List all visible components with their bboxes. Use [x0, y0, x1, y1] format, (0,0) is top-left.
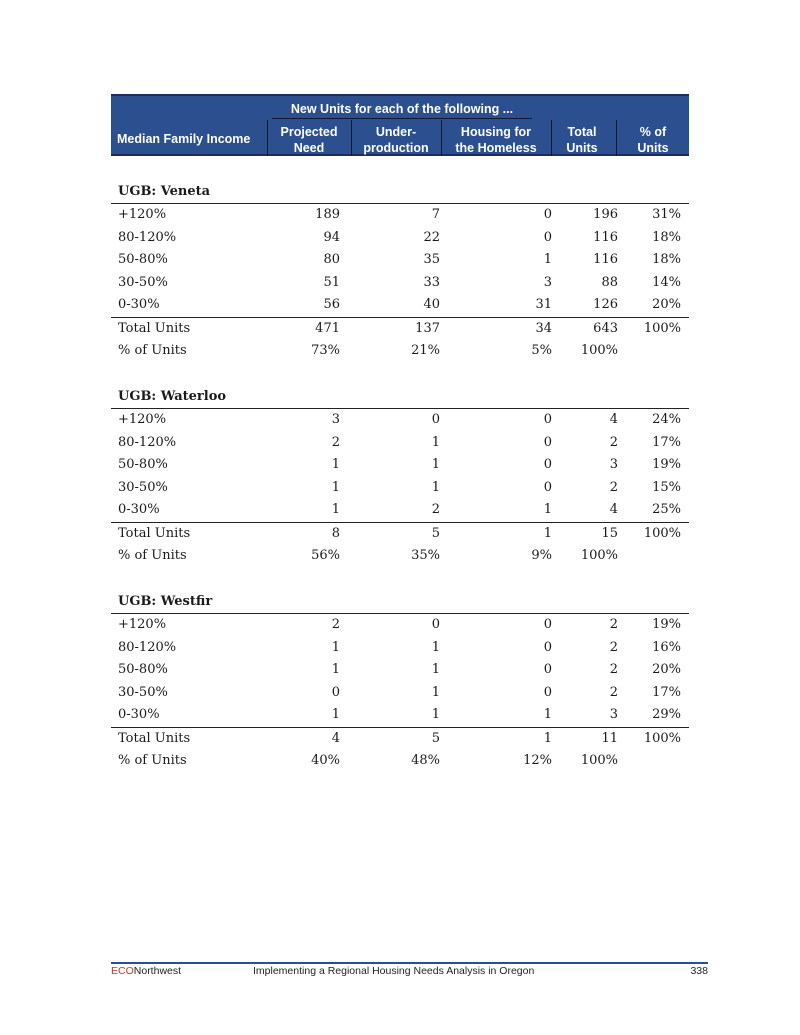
cell-income-band: 30-50%	[118, 274, 168, 290]
cell-total-units: 2	[609, 434, 618, 450]
cell-total-units: 126	[593, 297, 618, 312]
cell-underproduction: 1	[431, 639, 440, 655]
cell-underproduction: 1	[431, 457, 440, 472]
table-row	[111, 682, 689, 705]
total-row	[111, 727, 689, 751]
table-row	[111, 614, 689, 637]
cell-income-band: Total Units	[118, 730, 191, 746]
cell-projected-need: 3	[331, 412, 340, 427]
cell-housing-homeless: 12%	[523, 753, 552, 768]
cell-projected-need: 1	[331, 457, 340, 472]
cell-total-units: 2	[609, 617, 618, 632]
cell-underproduction: 5	[431, 730, 440, 746]
cell-total-units: 100%	[580, 548, 618, 563]
section-title: UGB: Westfir	[111, 591, 689, 614]
cell-total-units: 100%	[580, 753, 618, 768]
header-divider	[616, 120, 617, 156]
cell-total-units: 116	[593, 252, 618, 267]
header-under-line1: Under-	[375, 125, 417, 139]
cell-housing-homeless: 31	[535, 297, 552, 312]
cell-total-units: 15	[601, 525, 618, 541]
header-pct-line2: Units	[637, 141, 669, 155]
cell-pct-units: 17%	[652, 434, 681, 450]
cell-projected-need: 80	[323, 252, 340, 267]
header-divider	[267, 120, 268, 156]
header-projected-line2: Need	[293, 141, 325, 155]
cell-underproduction: 1	[431, 434, 440, 450]
cell-underproduction: 35	[423, 252, 440, 267]
cell-pct-units: 19%	[652, 457, 681, 472]
header-divider	[351, 120, 352, 156]
cell-projected-need: 73%	[311, 343, 340, 358]
cell-underproduction: 1	[431, 707, 440, 722]
cell-pct-units: 29%	[652, 707, 681, 722]
cell-total-units: 100%	[580, 343, 618, 358]
cell-projected-need: 56%	[311, 548, 340, 563]
table-row	[111, 249, 689, 272]
cell-pct-units: 18%	[652, 252, 681, 267]
cell-total-units: 2	[609, 684, 618, 700]
cell-total-units: 196	[593, 207, 618, 222]
cell-projected-need: 56	[323, 297, 340, 312]
cell-pct-units: 25%	[652, 502, 681, 517]
cell-housing-homeless: 0	[543, 639, 552, 655]
cell-underproduction: 7	[431, 207, 440, 222]
cell-underproduction: 0	[431, 412, 440, 427]
header-divider	[441, 120, 442, 156]
cell-underproduction: 0	[431, 617, 440, 632]
cell-pct-units: 15%	[652, 479, 681, 495]
cell-projected-need: 94	[323, 229, 340, 245]
cell-income-band: 50-80%	[118, 457, 168, 472]
cell-income-band: 30-50%	[118, 684, 168, 700]
table-row	[111, 499, 689, 522]
cell-total-units: 116	[593, 229, 618, 245]
cell-income-band: 80-120%	[118, 639, 177, 655]
cell-total-units: 3	[609, 457, 618, 472]
brand-rest: Northwest	[133, 965, 182, 977]
table-row	[111, 204, 689, 227]
cell-housing-homeless: 0	[543, 434, 552, 450]
cell-income-band: 0-30%	[118, 297, 160, 312]
cell-housing-homeless: 34	[535, 320, 552, 336]
section-title: UGB: Waterloo	[111, 386, 689, 409]
cell-total-units: 3	[609, 707, 618, 722]
cell-total-units: 643	[593, 320, 618, 336]
cell-underproduction: 2	[431, 502, 440, 517]
cell-underproduction: 40	[423, 297, 440, 312]
cell-projected-need: 8	[331, 525, 340, 541]
cell-projected-need: 1	[331, 502, 340, 517]
percent-row	[111, 545, 689, 568]
cell-projected-need: 1	[331, 479, 340, 495]
header-under-line2: production	[363, 141, 429, 155]
header-total-line1: Total	[567, 125, 597, 139]
cell-income-band: 80-120%	[118, 229, 177, 245]
cell-total-units: 4	[609, 502, 618, 517]
cell-income-band: Total Units	[118, 525, 191, 541]
brand-econ: ECO	[111, 965, 134, 977]
cell-projected-need: 1	[331, 662, 340, 677]
cell-income-band: +120%	[118, 412, 167, 427]
table-section	[111, 591, 689, 773]
cell-projected-need: 40%	[311, 753, 340, 768]
section-title: UGB: Veneta	[111, 181, 689, 204]
cell-projected-need: 0	[331, 684, 340, 700]
header-total-units	[557, 124, 607, 156]
cell-housing-homeless: 0	[543, 479, 552, 495]
cell-projected-need: 1	[331, 707, 340, 722]
cell-total-units: 4	[609, 412, 618, 427]
cell-underproduction: 21%	[411, 343, 440, 358]
cell-underproduction: 48%	[411, 753, 440, 768]
table-section	[111, 181, 689, 363]
table-row	[111, 272, 689, 295]
cell-housing-homeless: 9%	[531, 548, 552, 563]
header-homeless-line2: the Homeless	[455, 141, 537, 155]
cell-income-band: % of Units	[118, 343, 187, 358]
cell-housing-homeless: 3	[543, 274, 552, 290]
cell-pct-units: 31%	[652, 207, 681, 222]
table-row	[111, 227, 689, 250]
cell-underproduction: 1	[431, 479, 440, 495]
cell-pct-units: 20%	[652, 297, 681, 312]
page-number: 338	[690, 965, 708, 977]
group-header-underline	[272, 118, 532, 119]
cell-underproduction: 137	[415, 320, 440, 336]
cell-pct-units: 18%	[652, 229, 681, 245]
percent-row	[111, 750, 689, 773]
header-pct-units	[623, 124, 683, 156]
cell-projected-need: 2	[331, 434, 340, 450]
cell-pct-units: 20%	[652, 662, 681, 677]
table-row	[111, 659, 689, 682]
cell-housing-homeless: 1	[543, 730, 552, 746]
header-median-family-income: Median Family Income	[117, 132, 251, 146]
cell-housing-homeless: 1	[543, 252, 552, 267]
cell-housing-homeless: 0	[543, 229, 552, 245]
table-row	[111, 294, 689, 317]
cell-projected-need: 51	[323, 274, 340, 290]
header-total-line2: Units	[566, 141, 598, 155]
cell-pct-units: 100%	[643, 320, 681, 336]
cell-underproduction: 33	[423, 274, 440, 290]
header-pct-line1: % of	[639, 125, 667, 139]
cell-pct-units: 24%	[652, 412, 681, 427]
footer-document-title: Implementing a Regional Housing Needs Analysis in Oregon	[253, 965, 535, 977]
cell-housing-homeless: 5%	[531, 343, 552, 358]
cell-income-band: Total Units	[118, 320, 191, 336]
cell-income-band: 50-80%	[118, 252, 168, 267]
table-row	[111, 409, 689, 432]
cell-housing-homeless: 1	[543, 707, 552, 722]
table-section	[111, 386, 689, 568]
cell-housing-homeless: 0	[543, 412, 552, 427]
footer-brand	[111, 965, 181, 977]
cell-income-band: % of Units	[118, 753, 187, 768]
cell-projected-need: 4	[331, 730, 340, 746]
cell-total-units: 88	[601, 274, 618, 290]
cell-pct-units: 14%	[652, 274, 681, 290]
cell-pct-units: 16%	[652, 639, 681, 655]
cell-income-band: +120%	[118, 617, 167, 632]
cell-housing-homeless: 0	[543, 662, 552, 677]
cell-housing-homeless: 0	[543, 457, 552, 472]
table-row	[111, 637, 689, 660]
cell-total-units: 2	[609, 479, 618, 495]
cell-projected-need: 471	[315, 320, 340, 336]
cell-housing-homeless: 0	[543, 684, 552, 700]
table-header	[111, 94, 689, 156]
footer-rule	[111, 962, 708, 964]
header-projected-need	[269, 124, 349, 156]
cell-total-units: 2	[609, 639, 618, 655]
cell-projected-need: 189	[315, 207, 340, 222]
header-homeless-line1: Housing for	[460, 125, 532, 139]
percent-row	[111, 340, 689, 363]
cell-pct-units: 17%	[652, 684, 681, 700]
table-row	[111, 477, 689, 500]
cell-projected-need: 2	[331, 617, 340, 632]
cell-projected-need: 1	[331, 639, 340, 655]
cell-underproduction: 1	[431, 684, 440, 700]
cell-income-band: % of Units	[118, 548, 187, 563]
cell-income-band: 0-30%	[118, 502, 160, 517]
header-projected-line1: Projected	[280, 125, 338, 139]
cell-income-band: 30-50%	[118, 479, 168, 495]
cell-income-band: +120%	[118, 207, 167, 222]
cell-housing-homeless: 1	[543, 502, 552, 517]
header-housing-homeless	[446, 124, 546, 156]
cell-pct-units: 100%	[643, 730, 681, 746]
table-row	[111, 432, 689, 455]
header-underproduction	[356, 124, 436, 156]
group-header: New Units for each of the following ...	[290, 102, 514, 116]
total-row	[111, 317, 689, 341]
cell-housing-homeless: 1	[543, 525, 552, 541]
cell-underproduction: 1	[431, 662, 440, 677]
cell-housing-homeless: 0	[543, 207, 552, 222]
cell-underproduction: 22	[423, 229, 440, 245]
table-row	[111, 454, 689, 477]
header-divider	[551, 120, 552, 156]
cell-pct-units: 100%	[643, 525, 681, 541]
cell-income-band: 50-80%	[118, 662, 168, 677]
cell-underproduction: 5	[431, 525, 440, 541]
cell-total-units: 11	[601, 730, 618, 746]
cell-income-band: 0-30%	[118, 707, 160, 722]
cell-total-units: 2	[609, 662, 618, 677]
cell-underproduction: 35%	[411, 548, 440, 563]
cell-housing-homeless: 0	[543, 617, 552, 632]
cell-pct-units: 19%	[652, 617, 681, 632]
table-row	[111, 704, 689, 727]
total-row	[111, 522, 689, 546]
cell-income-band: 80-120%	[118, 434, 177, 450]
